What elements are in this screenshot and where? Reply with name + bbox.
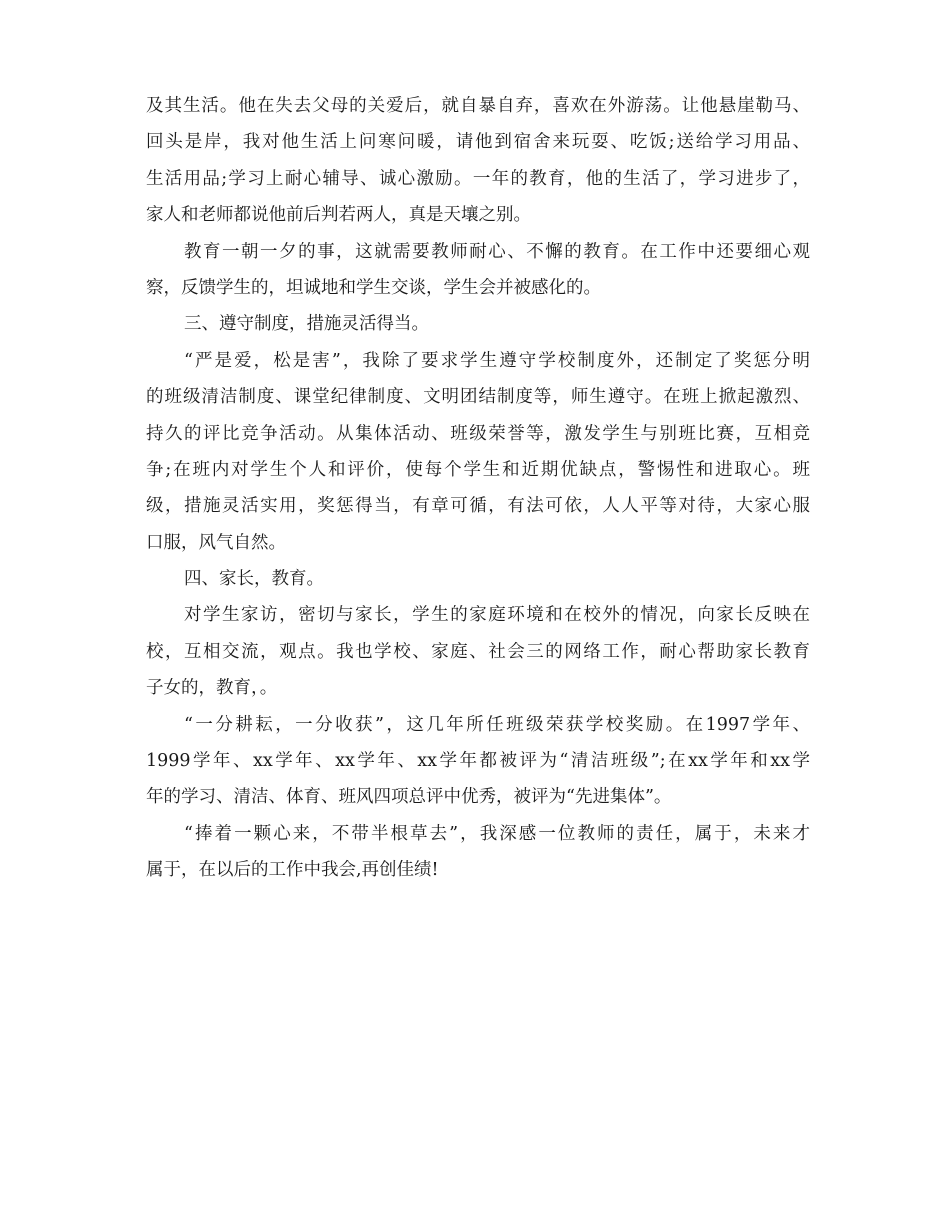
text-line: 口服，风气自然。 — [146, 532, 286, 553]
text-line: 争;在班内对学生个人和评价，使每个学生和近期优缺点，警惕性和进取心。班 — [146, 459, 810, 480]
text-line: 察，反馈学生的，坦诚地和学生交谈，学生会并被感化的。 — [146, 277, 601, 298]
text-line: 年的学习、清洁、体育、班风四项总评中优秀，被评为“先进集体”。 — [146, 787, 672, 808]
document-body — [146, 88, 810, 889]
text-line: 子女的，教育，。 — [146, 678, 278, 699]
text-line: 级，措施灵活实用，奖惩得当，有章可循，有法可依，人人平等对待，大家心服 — [146, 496, 810, 517]
text-line: 家人和老师都说他前后判若两人，真是天壤之别。 — [146, 205, 531, 226]
text-line: 校，互相交流，观点。我也学校、家庭、社会三的网络工作，耐心帮助家长教育 — [146, 641, 810, 662]
text-line: 回头是岸，我对他生活上问寒问暖，请他到宿舍来玩耍、吃饭;送给学习用品、 — [146, 132, 810, 153]
section-heading: 三、遵守制度，措施灵活得当。 — [184, 314, 429, 335]
text-line: 持久的评比竞争活动。从集体活动、班级荣誉等，激发学生与别班比赛，互相竞 — [146, 423, 810, 444]
text-line: “严是爱，松是害”，我除了要求学生遵守学校制度外，还制定了奖惩分明 — [184, 350, 810, 371]
text-line: 的班级清洁制度、课堂纪律制度、文明团结制度等，师生遵守。在班上掀起激烈、 — [146, 387, 810, 408]
text-line: 属于，在以后的工作中我会,再创佳绩! — [146, 860, 439, 881]
text-line: 教育一朝一夕的事，这就需要教师耐心、不懈的教育。在工作中还要细心观 — [184, 241, 810, 262]
text-line: 生活用品;学习上耐心辅导、诚心激励。一年的教育，他的生活了，学习进步了， — [146, 168, 810, 189]
text-line: 对学生家访，密切与家长，学生的家庭环境和在校外的情况，向家长反映在 — [184, 605, 810, 626]
text-line: “捧着一颗心来，不带半根草去”，我深感一位教师的责任，属于，未来才 — [184, 823, 810, 844]
text-line: 及其生活。他在失去父母的关爱后，就自暴自弃，喜欢在外游荡。让他悬崖勒马、 — [146, 96, 810, 116]
text-line: 1999学年、xx学年、xx学年、xx学年都被评为“清洁班级”;在xx学年和xx学 — [146, 751, 810, 772]
text-line: “一分耕耘，一分收获”，这几年所任班级荣获学校奖励。在1997学年、 — [184, 714, 810, 735]
section-heading: 四、家长，教育。 — [184, 569, 324, 590]
